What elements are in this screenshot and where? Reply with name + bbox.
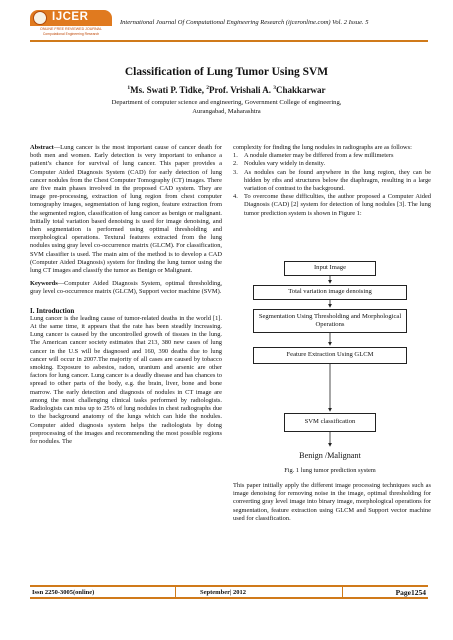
list-item: 1. A nodule diameter may be differed from a few millimeters <box>233 152 394 160</box>
introduction-text: Lung cancer is the leading cause of tumor-related deaths in the world [1]. At the same time, it appears that the rate has been steadily increasing. Lung cancer is caused by the uncontrolled growth of tissues in the lung. The American cancer society estimates that 213, 380 new cases of lung cancer in the U.S will be diagnosed and 160, 390 deaths due to lung cancer will occur in 2007.The majority of all cases are caused by tobacco smoking. Exposure to asbestos, radon, uranium and arsenic are other factors for lung cancer. Lung cancer is a deadly disease and has chances to spread to other parts of the body, e.g. the brain, liver, bone and bone marrow. The early detection and diagnosis of nodules in CT image are among the most challenging clinical tasks performed by radiologists. Radiologists can miss up to 25% of lung nodules in chest radiographs due to the background anatomy of the lungs which can hide the nodules. Computer aided diagnosis system helps the radiologists by doing preprocessing of the images and recommending the most possible regions for nodules. The <box>30 314 222 445</box>
paper-title: Classification of Lung Tumor Using SVM <box>124 66 329 78</box>
author-3-index: 3 <box>273 85 277 91</box>
paper-authors <box>0 85 453 95</box>
keywords-label: Keywords <box>30 280 58 288</box>
journal-header-line: International Journal Of Computational Engineering Research (ijceronline.com) Vol. 2 Issue. 5 <box>120 19 369 26</box>
list-item: 4. To overcome these difficulties, the author proposed a Computer Aided Diagnosis (CAD) [2] system for detection of lung nodules [3]. The lung tumor prediction system is shown in Figure 1: <box>233 193 431 217</box>
flow-step-svm-classification: SVM classification <box>284 413 376 432</box>
keywords-text: —Computer Aided Diagnosis System, optimal thresholding, gray level co-occurrence matrix (GLCM), Support vector machine (SVM). <box>30 280 222 296</box>
complexity-list <box>233 152 431 218</box>
right-column <box>233 144 431 218</box>
flow-output-label: Benign /Malignant <box>299 451 361 460</box>
logo-name: IJCER <box>52 11 89 23</box>
author-3-name: Chakkarwar <box>276 85 326 95</box>
complexity-intro: complexity for finding the lung nodules in radiographs are as follows: <box>233 144 412 151</box>
author-2-index: 2 <box>206 85 210 91</box>
flow-step-denoising: Total variation image denoising <box>253 285 407 300</box>
affiliation-line-1: Department of computer science and engineering, Government College of engineering, <box>111 99 342 106</box>
author-2-name: Prof. Vrishali A. <box>209 85 274 95</box>
footer-page-number: 1254 <box>411 588 426 597</box>
affiliation-line-2: Aurangabad, Maharashtra <box>192 108 261 115</box>
keywords-paragraph <box>30 280 222 296</box>
footer-page-label: Page <box>395 588 411 597</box>
abstract-paragraph <box>30 144 222 275</box>
introduction-heading: I. Introduction <box>30 306 75 315</box>
footer-divider <box>175 587 176 597</box>
list-item: 2. Nodules vary widely in density. <box>233 160 326 168</box>
left-column <box>30 144 222 446</box>
page-footer <box>30 585 428 599</box>
abstract-label: Abstract <box>30 144 54 151</box>
flow-step-feature-extraction: Feature Extraction Using GLCM <box>253 347 407 364</box>
logo-emblem-icon <box>33 11 47 25</box>
flow-step-segmentation: Segmentation Using Thresholding and Morphological Operations <box>253 309 407 333</box>
logo-banner <box>30 10 112 26</box>
figure-caption: Fig. 1 lung tumor prediction system <box>284 467 376 474</box>
right-column-continued <box>233 482 431 523</box>
flow-step-input-image: Input Image <box>284 261 376 276</box>
footer-issn: Issn 2250-3005(online) <box>32 589 95 596</box>
footer-page <box>396 588 426 597</box>
logo-tagline: ONLINE FREE REVIEWED JOURNAL <box>40 27 102 31</box>
author-1-name: Ms. Swati P. Tidke, <box>130 85 207 95</box>
logo-subtagline: Computational Engineering Research <box>42 32 100 36</box>
method-summary-text: This paper initially apply the different image processing techniques such as image denoising for removing noise in the image, optimal thresholding for converting gray level image into binary image, morphological operations for segmentation, feature extraction using GLCM and Support vector machine used for classification. <box>233 482 431 522</box>
header-divider <box>30 40 428 42</box>
journal-logo <box>30 10 112 40</box>
author-1-index: 1 <box>127 85 131 91</box>
footer-date: September| 2012 <box>200 589 247 596</box>
footer-divider <box>342 587 343 597</box>
list-item: 3. As nodules can be found anywhere in the lung region, they can be hidden by ribs and structures below the diaphragm, resulting in a large variation of contrast to the background. <box>233 168 431 193</box>
abstract-text: —Lung cancer is the most important cause of cancer death for both men and women. Early detection is very important to enhance a patient’s chance for survival of lung cancer. This paper provides a Computer Aided Diagnosis System (CAD) for early detection of lung cancer nodules from the Chest Computer Tomography (CT) images. There are five main phases involved in the proposed CAD system. They are image pre-processing, extraction of lung region from chest computer tomography images, segmentation of lung region, feature extraction from the segmented region, classification of lung cancer as benign or malignant. Initially total variation based denoising is used for image denoising, and then segmentation is performed using optimal thresholding and morphological operations. Textural features extracted from the lung nodules using gray level co-occurrence matrix (GLCM). For classification, SVM classifier is used. The main aim of the method is to develop a CAD (Computer Aided Diagnosis) system for finding the lung tumor using the lung CT images and classify the tumor as Benign or Malignant. <box>30 144 222 275</box>
